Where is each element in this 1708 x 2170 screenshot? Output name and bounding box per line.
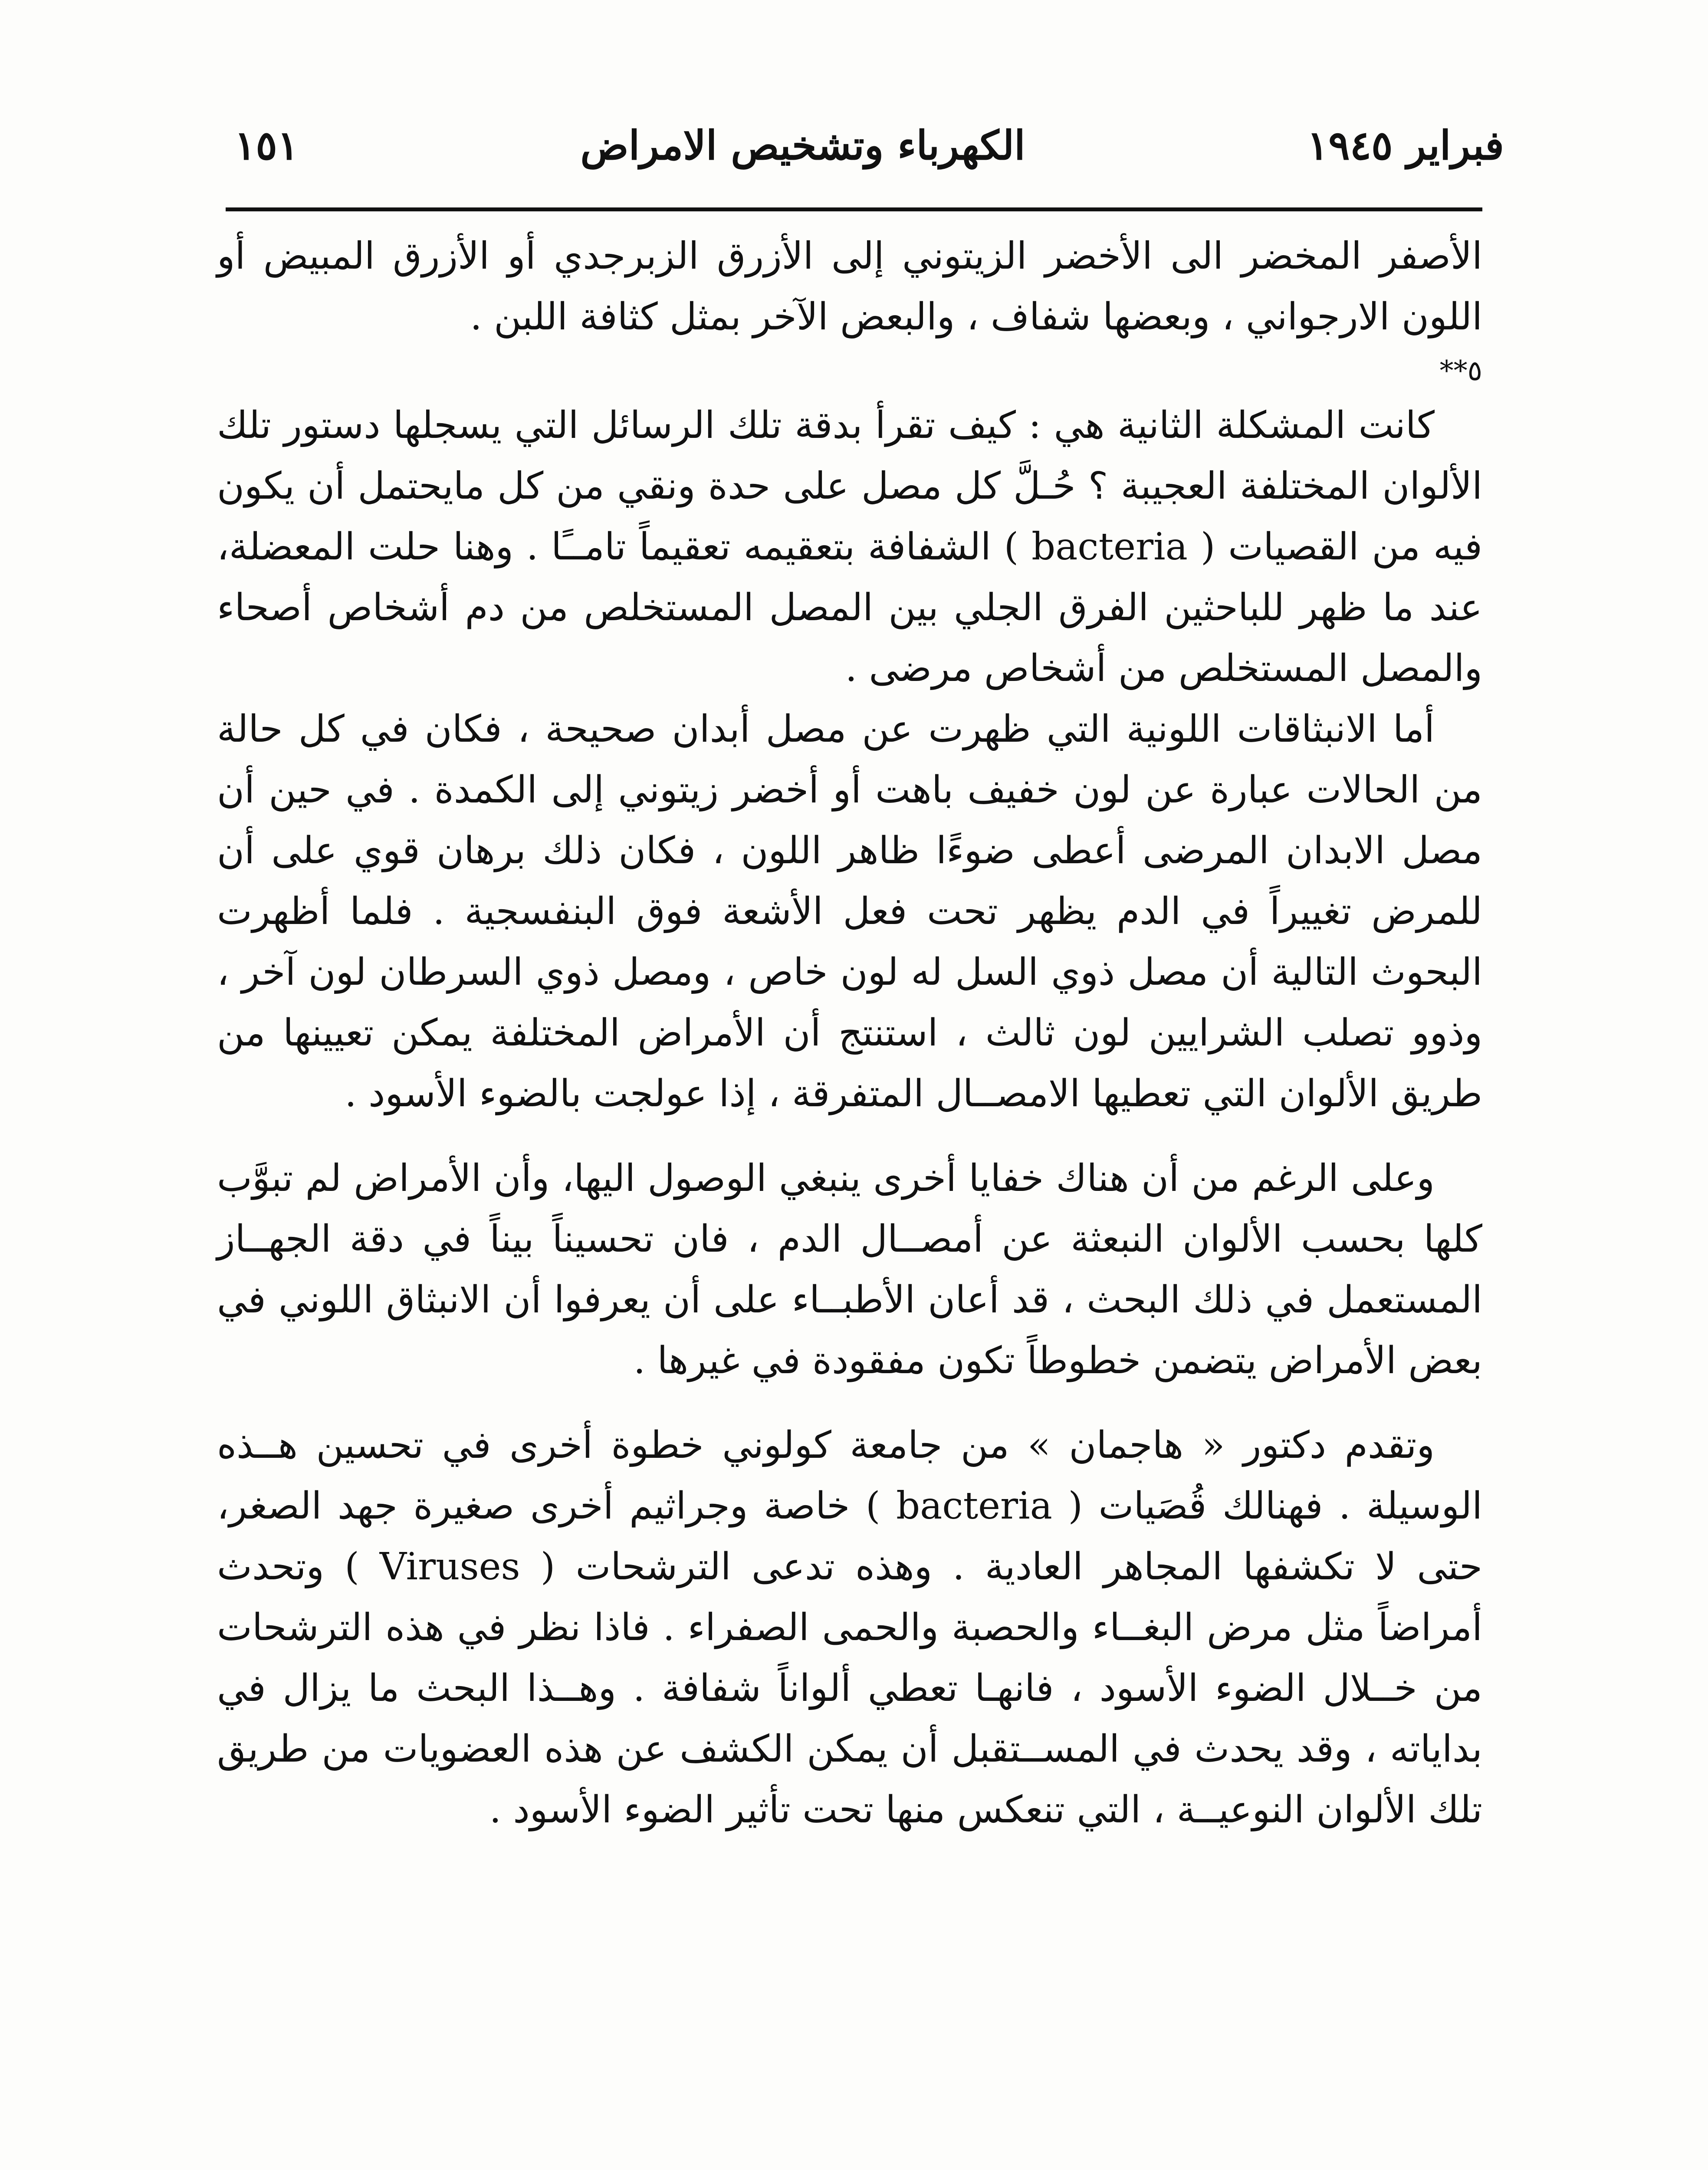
header-title: الكهرباء وتشخيص الامراض [580, 122, 1025, 169]
paragraph-color-emissions: أما الانبثاقات اللونية التي ظهرت عن مصل أبدان صحيحة ، فكان في كل حالة من الحالات عبارة عن لون خفيف باهت أو أخضر زيتوني إلى الكمدة . في حين أن مصل الابدان المرضى أعطى ضوءًا ظاهر اللون ، فكان ذلك برهان قوي على أن للمرض تغييراً في الدم يظهر تحت فعل الأشعة فوق البنفسجية . فلما أظهرت البحوث التالية أن مصل ذوي السل له لون خاص ، ومصل ذوي السرطان لون آخر ، وذوو تصلب الشرايين لون ثالث ، استنتج أن الأمراض المختلفة يمكن تعيينها من طريق الألوان التي تعطيها الامصــال المتفرقة ، إذا عولجت بالضوء الأسود . [217, 707, 1482, 1115]
section-separator: ٥** [1439, 355, 1482, 387]
header-date: فبراير ١٩٤٥ [1307, 122, 1504, 169]
paragraph-continued: الأصفر المخضر الى الأخضر الزيتوني إلى الأزرق الزبرجدي أو الأزرق المبيض أو اللون الارجواني ، وبعضها شفاف ، والبعض الآخر بمثل كثافة اللبن . [217, 234, 1483, 339]
paragraph-second-problem: كانت المشكلة الثانية هي : كيف تقرأ بدقة تلك الرسائل التي يسجلها دستور تلك الألوان المختلفة العجيبة ؟ حُـلَّ كل مصل على حدة ونقي من كل مايحتمل أن يكون فيه من القصيات ( bacteria ) الشفافة بتعقيمه تعقيماً تامــًا . وهنا حلت المعضلة، عند ما ظهر للباحثين الفرق الجلي بين المصل المستخلص من دم أشخاص أصحاء والمصل المستخلص من أشخاص مرضى . [217, 404, 1483, 690]
running-header [234, 108, 1504, 182]
header-rule [226, 207, 1482, 211]
paragraph-improvements: وعلى الرغم من أن هناك خفايا أخرى ينبغي الوصول اليها، وأن الأمراض لم تبوَّب كلها بحسب الألوان النبعثة عن أمصــال الدم ، فان تحسيناً بيناً في دقة الجهــاز المستعمل في ذلك البحث ، قد أعان الأطبــاء على أن يعرفوا أن الانبثاق اللوني في بعض الأمراض يتضمن خطوطاً تكون مفقودة في غيرها . [217, 1157, 1482, 1382]
article-body [217, 226, 1482, 1840]
header-page-number: ١٥١ [234, 122, 299, 169]
paragraph-hagman: وتقدم دكتور « هاجمان » من جامعة كولوني خطوة أخرى في تحسين هــذه الوسيلة . فهنالك قُصَيات ( bacteria ) خاصة وجراثيم أخرى صغيرة جهد الصغر، حتى لا تكشفها المجاهر العادية . وهذه تدعى الترشحات ( Viruses ) وتحدث أمراضاً مثل مرض البغــاء والحصبة والحمى الصفراء . فاذا نظر في هذه الترشحات من خــلال الضوء الأسود ، فانهـا تعطي ألواناً شفافة . وهــذا البحث ما يزال في بداياته ، وقد يحدث في المســتقبل أن يمكن الكشف عن هذه العضويات من طريق تلك الألوان النوعيــة ، التي تنعكس منها تحت تأثير الضوء الأسود . [217, 1424, 1482, 1831]
